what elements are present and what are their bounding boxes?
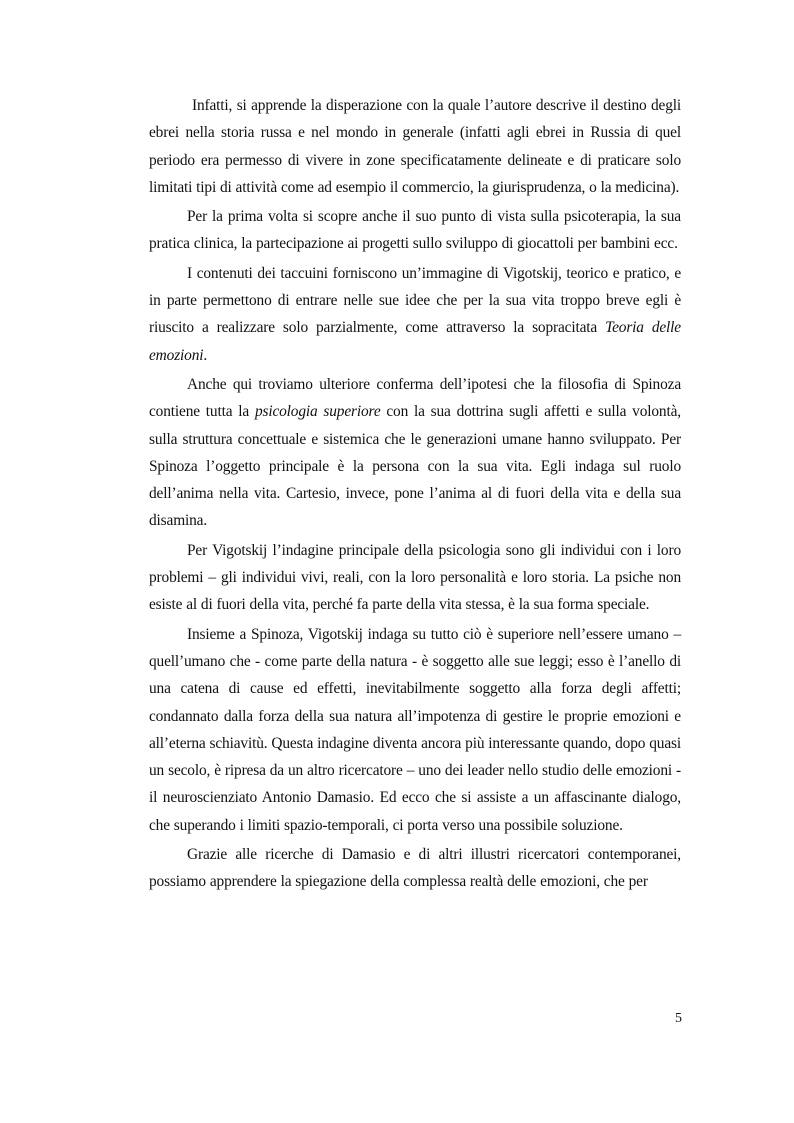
paragraph-4-text: Anche qui troviamo ulteriore conferma dell’ipotesi che la filosofia di Spinoza contiene tutta la: [149, 375, 681, 421]
paragraph-2: [149, 203, 681, 258]
page-number: 5: [675, 1011, 682, 1026]
paragraph-6: [149, 621, 681, 839]
paragraph-1-text: Infatti, si apprende la disperazione con la quale l’autore descrive il destino degli ebrei nella storia russa e nel mondo in generale (infatti agli ebrei in Russia di quel periodo era permesso di vivere in zone specificatamente delineate e di praticare solo limitati tipi di attività come ad esempio il commercio, la giurisprudenza, o la medicina).: [149, 97, 681, 196]
paragraph-3: [149, 260, 681, 369]
paragraph-4-rest: con la sua dottrina sugli affetti e sulla volontà, sulla struttura concettuale e sistemica che le generazioni umane hanno sviluppato. Per Spinoza l’oggetto principale è la persona con la sua vita. Egli indaga sul ruolo dell’anima nella vita. Cartesio, invece, pone l’anima al di fuori della vita e della sua disamina.: [149, 403, 681, 530]
paragraph-3-text: I contenuti dei taccuini forniscono un’immagine di Vigotskij, teorico e pratico, e in parte permettono di entrare nelle sue idee che per la sua vita troppo breve egli è riuscito a realizzare solo parzialmente, come attraverso la sopracitata: [149, 264, 681, 337]
paragraph-3-end: .: [203, 346, 208, 364]
term-psicologia-superiore: psicologia superiore: [254, 403, 381, 421]
body-text: [149, 92, 681, 898]
paragraph-2-text: Per la prima volta si scopre anche il suo punto di vista sulla psicoterapia, la sua pratica clinica, la partecipazione ai progetti sullo sviluppo di giocattoli per bambini ecc.: [149, 208, 681, 253]
paragraph-1: [149, 92, 681, 201]
paragraph-4: [149, 371, 681, 535]
paragraph-6-text: Insieme a Spinoza, Vigotskij indaga su tutto ciò è superiore nell’essere umano – quell’umano che - come parte della natura - è soggetto alle sue leggi; esso è l’anello di una catena di cause ed effetti, inevitabilmente soggetto alla forza degli affetti; condannato dalla forza della sua natura all’impotenza di gestire le proprie emozioni e all’eterna schiavitù. Questa indagine diventa ancora più interessante quando, dopo quasi un secolo, è ripresa da un altro ricercatore – uno dei leader nello studio delle emozioni - il neuroscienziato Antonio Damasio. Ed ecco che si assiste a un affascinante dialogo, che superando i limiti spazio-temporali, ci porta verso una possibile soluzione.: [149, 625, 681, 834]
paragraph-5-text: Per Vigotskij l’indagine principale della psicologia sono gli individui con i loro problemi – gli individui vivi, reali, con la loro personalità e loro storia. La psiche non esiste al di fuori della vita, perché fa parte della vita stessa, è la sua forma speciale.: [149, 541, 681, 614]
paragraph-5: [149, 537, 681, 619]
paragraph-7: [149, 841, 681, 896]
book-title-teoria-delle-emozioni: Teoria delle emozioni: [149, 319, 681, 364]
paragraph-7-text: Grazie alle ricerche di Damasio e di altri illustri ricercatori contemporanei, possiamo apprendere la spiegazione della complessa realtà delle emozioni, che per: [149, 846, 681, 891]
